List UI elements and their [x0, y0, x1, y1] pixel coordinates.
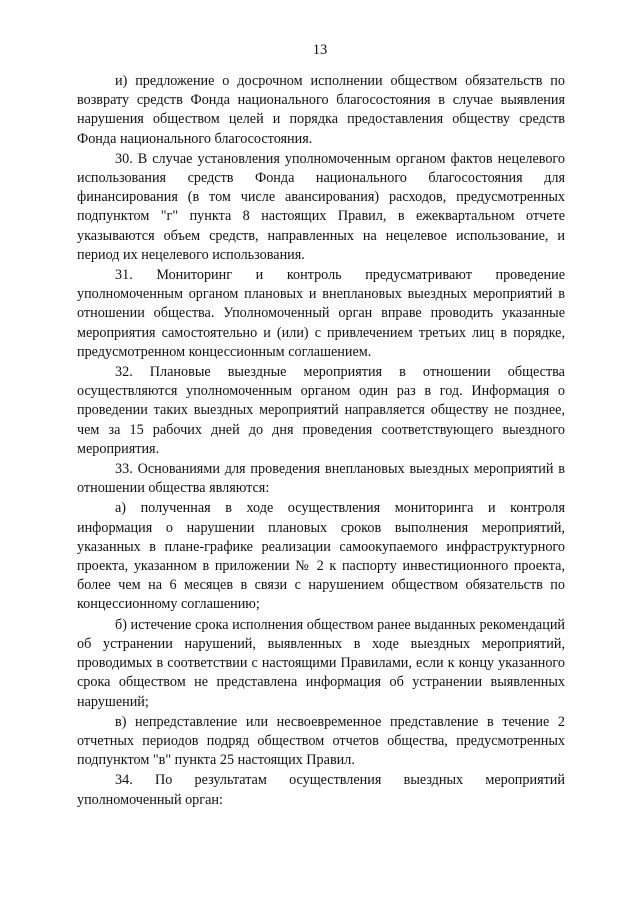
page-number: 13	[312, 42, 328, 58]
paragraph-33-item-v: в) непредставление или несвоевременное представление в течение 2 отчетных периодов подряд обществом отчетов общества, предусмотренных подпунктом "в" пункта 25 настоящих Правил.	[77, 713, 565, 769]
paragraph-32: 32. Плановые выездные мероприятия в отношении общества осуществляются уполномоченным органом один раз в год. Информация о проведении таких выездных мероприятий направляется обществу не позднее, чем за 15 рабочих дней до дня проведения соответствующего выездного мероприятия.	[77, 364, 565, 457]
paragraph-30: 30. В случае установления уполномоченным органом фактов нецелевого использования средств Фонда национального благосостояния для финансирования (в том числе авансирования) расходов, предусмотренных подпунктом "г" пункта 8 настоящих Правил, в ежеквартальном отчете указываются объем средств, направленных на нецелевое использование, и период их нецелевого использования.	[77, 150, 565, 263]
paragraph-33-item-b: б) истечение срока исполнения обществом ранее выданных рекомендаций об устранении нарушений, выявленных в ходе выездных мероприятий, проводимых в соответствии с настоящими Правилами, если к концу указанного срока обществом не представлена информация об устранении выявленных нарушений;	[77, 616, 565, 710]
paragraph-item-i: и) предложение о досрочном исполнении обществом обязательств по возврату средств Фонда национального благосостояния в случае выявления нарушения обществом целей и порядка предоставления обществу средств Фонда национального благосостояния.	[77, 73, 565, 147]
paragraph-33-item-a: а) полученная в ходе осуществления мониторинга и контроля информация о нарушении плановых сроков выполнения мероприятий, указанных в плане-графике реализации самоокупаемого инфраструктурного проекта, указанном в приложении № 2 к паспорту инвестиционного проекта, более чем на 6 месяцев в связи с нарушением обществом обязательств по концессионному соглашению;	[77, 500, 565, 613]
paragraph-33: 33. Основаниями для проведения внеплановых выездных мероприятий в отношении общества являются:	[77, 461, 565, 497]
paragraph-34: 34. По результатам осуществления выездных мероприятий уполномоченный орган:	[77, 772, 565, 808]
document-body	[77, 72, 565, 811]
paragraph-31: 31. Мониторинг и контроль предусматривают проведение уполномоченным органом плановых и внеплановых выездных мероприятий в отношении общества. Уполномоченный орган вправе проводить указанные мероприятия самостоятельно и (или) с привлечением третьих лиц в порядке, предусмотренном концессионным соглашением.	[77, 267, 565, 360]
